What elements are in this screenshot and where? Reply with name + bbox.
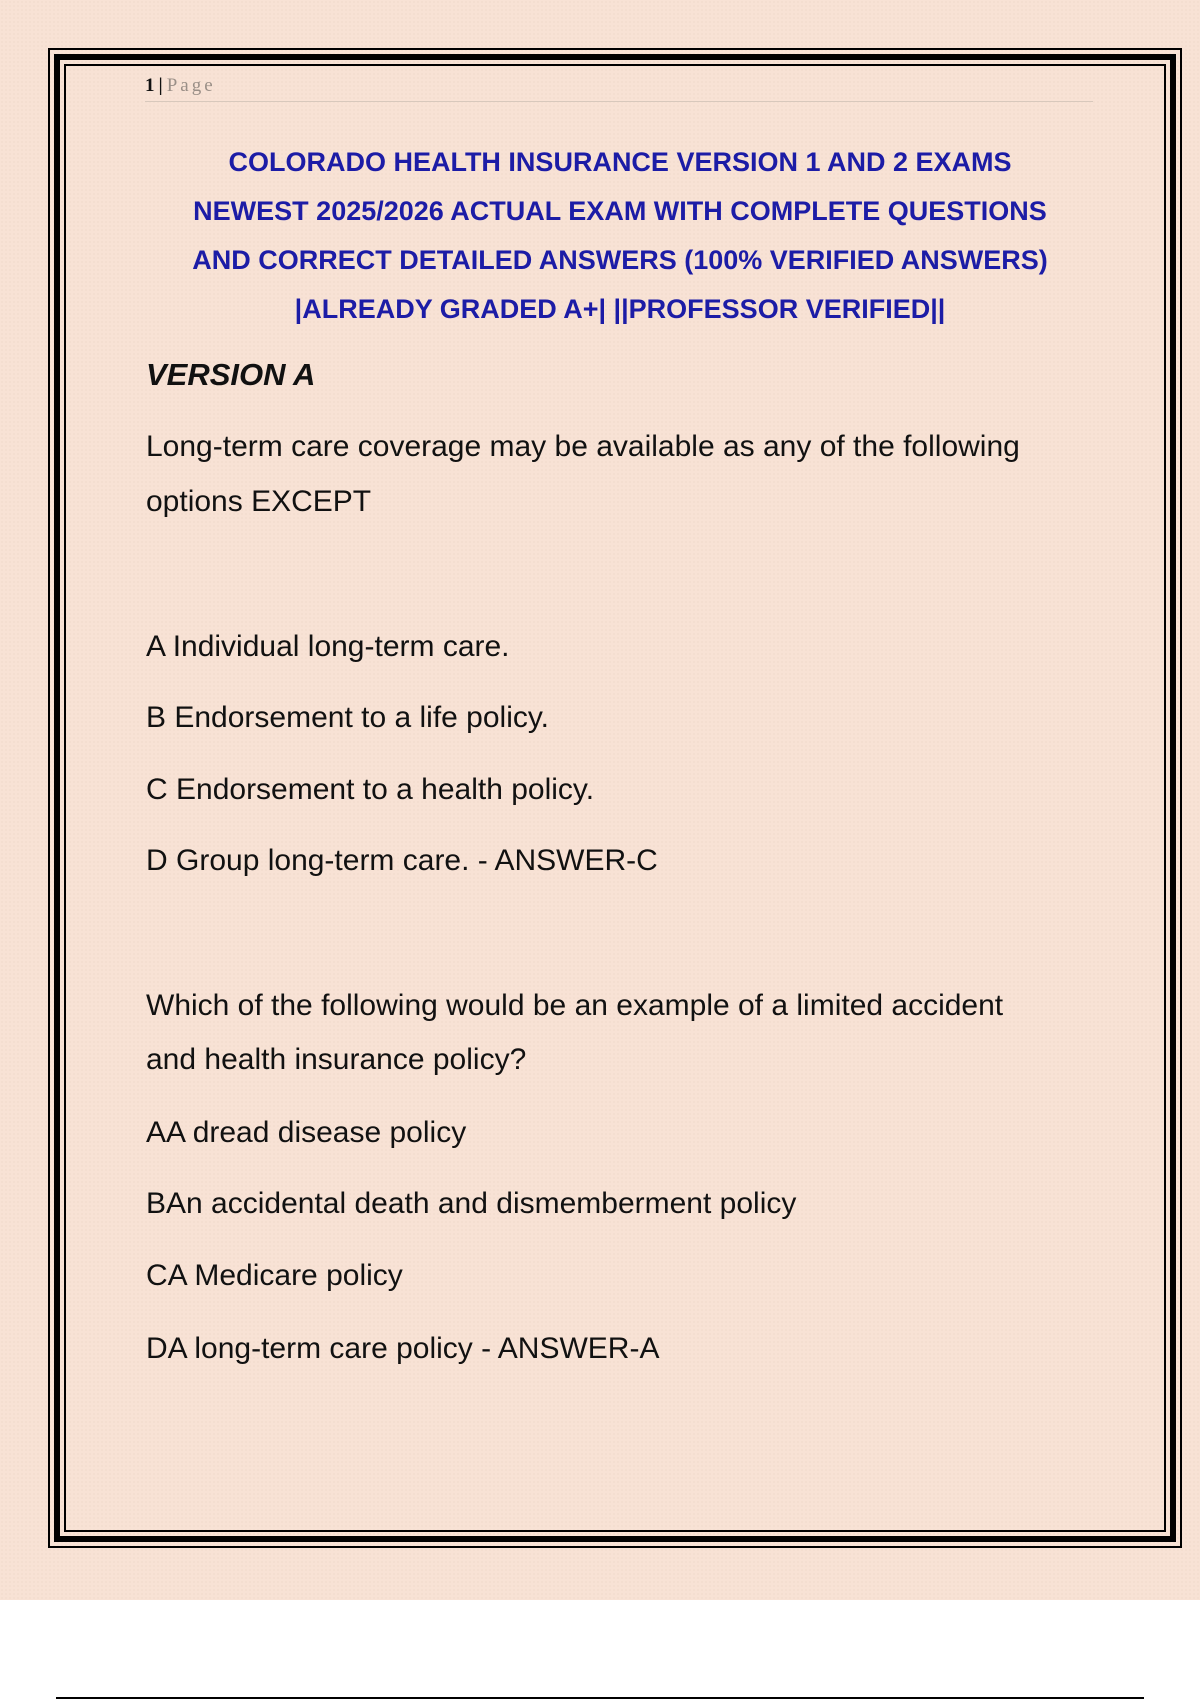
question-1-prompt-line-2: options EXCEPT [146,485,372,518]
next-page-border-edge [56,1697,1144,1699]
page-label: Page [166,75,216,96]
question-2-option-a: AA dread disease policy [146,1116,467,1149]
page-separator: | [158,75,163,96]
title-line: COLORADO HEALTH INSURANCE VERSION 1 AND 2 EXAMS [228,147,1012,177]
question-1-option-b: B Endorsement to a life policy. [146,701,549,734]
question-2-option-b: BAn accidental death and dismemberment policy [146,1187,797,1220]
page-header [145,74,1093,102]
question-2-option-d: DA long-term care policy - ANSWER-A [146,1332,660,1365]
question-2-prompt-line-1: Which of the following would be an example of a limited accident [146,989,1004,1022]
page-number: 1 [145,75,155,96]
question-1-option-c: C Endorsement to a health policy. [146,773,595,806]
title-line: |ALREADY GRADED A+| ||PROFESSOR VERIFIED|| [294,294,946,324]
question-1-prompt-line-1: Long-term care coverage may be available as any of the following [146,430,1020,463]
question-1-option-d: D Group long-term care. - ANSWER-C [146,844,658,877]
version-heading: VERSION A [146,357,316,392]
question-2-option-c: CA Medicare policy [146,1259,403,1292]
title-line: AND CORRECT DETAILED ANSWERS (100% VERIFIED ANSWERS) [192,245,1048,275]
question-2-prompt-line-2: and health insurance policy? [146,1043,527,1076]
question-1-option-a: A Individual long-term care. [146,630,510,663]
title-line: NEWEST 2025/2026 ACTUAL EXAM WITH COMPLETE QUESTIONS [193,196,1047,226]
document-title [140,138,1100,334]
